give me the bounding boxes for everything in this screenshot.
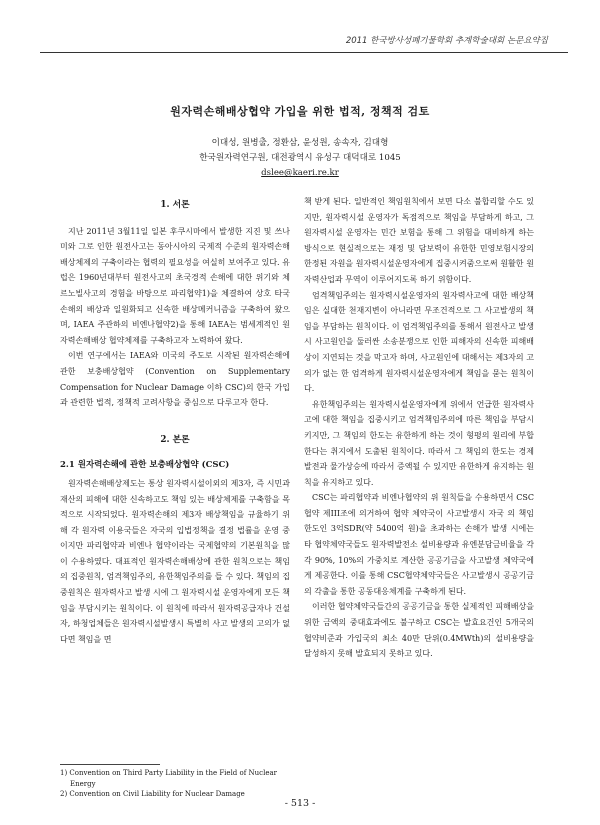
author-block [0, 136, 600, 181]
header-rule [40, 52, 568, 53]
subsection-2-1-paragraph: 원자력손해배상제도는 통상 원자력시설이외의 제3자, 즉 시민과 재산의 피해에 대한 신속하고도 책임 있는 배상체제를 구축함을 목적으로 시작되었다. 원자력손해의 제3자 배상책임을 규율하기 위해 각 원자력 이용국들은 자국의 입법정책을 결정 법률을 운영 중이지만 파리협약과 비엔나 협약이라는 국제협약의 기본원칙을 많이 수용하였다. 대표적인 원자력손해배상에 관한 원칙으로는 책임의 집중원칙, 엄격책임주의, 유한책임주의를 들 수 있다. 책임의 집중원칙은 원자력사고 발생 시에 그 원자력시설 운영자에게 모든 책임을 부담시키는 원칙이다. 이 원칙에 따라서 원자력공급자나 건설자, 하청업체들은 원자력시설발생시 특별히 사고 발생의 고의가 없다면 책임을 면 [60, 478, 290, 644]
right-column [304, 194, 534, 662]
right-paragraph-1: 책 받게 된다. 일반적인 책임원칙에서 보면 다소 불합리할 수도 있지만, 원자력시설 운영자가 독점적으로 책임을 부담하게 하고, 그 원자력시설 운영자는 민간 보험을 통해 그 위험을 대비하게 하는 방식으로 현실적으로는 재정 및 담보력이 유한한 민영보험시장의 한정된 자원을 원자력시설운영자에게 집중시켜줌으로써 원활한 원자력산업과 무역이 이루어지도록 하기 위함이다. [304, 197, 534, 284]
footnote-2: 2) Convention on Civil Liability for Nuclear Damage [60, 790, 245, 798]
footnote-1: 1) Convention on Third Party Liability in the Field of Nuclear Energy [60, 769, 277, 788]
footnote-rule [60, 764, 160, 765]
left-column [60, 198, 290, 647]
right-paragraph-3: 유한책임주의는 원자력시설운영자에게 위에서 언급한 원자력사고에 대한 책임을 집중시키고 엄격책임주의에 따른 책임을 부담시키지만, 그 책임의 한도는 유한하게 하는 것이 형평의 원리에 부합한다는 취지에서 도출된 원칙이다. 따라서 그 책임의 한도는 경제발전과 물가상승에 따라서 증액될 수 있지만 유한하게 유지하는 원칙을 유지하고 있다. [304, 399, 534, 487]
right-paragraph-5: 이러한 협약체약국들간의 공공기금을 통한 실제적인 피해배상을 위한 금액의 중대효과에도 불구하고 CSC는 발효요건인 5개국의 협약비준과 가입국의 최소 40만 단위(0.4MWth)의 설비용량을 달성하지 못해 발효되지 못하고 있다. [304, 602, 534, 659]
page-number: - 513 - [284, 798, 316, 809]
right-paragraph-4: CSC는 파리협약과 비엔나협약의 위 원칙들을 수용하면서 CSC 협약 제III조에 의거하여 협약 체약국이 사고발생시 자국 의 책임한도인 3억SDR(약 5400억 원)을 초과하는 손해가 발생 시에는 타 협약체약국들도 원자력발전소 설비용량과 유엔분담금비율을 각각 90%, 10%의 가중치로 계산한 공공기금을 사고발생 체약국에게 제공한다. 이를 통해 CSC협약체약국들은 사고발생시 공공기금의 각출을 통한 공동대응체계를 구축하게 된다. [304, 493, 534, 596]
paper-title: 원자력손해배상협약 가입을 위한 법적, 정책적 검토 [170, 105, 430, 118]
section-1-paragraph-2: 이번 연구에서는 IAEA와 미국의 주도로 시작된 원자력손해에 관한 보충배상협약 (Convention on Supplementary Compensation for Nuclear Damage 이하 CSC)의 한국 가입과 관련한 법적, 정책적 고려사항을 중심으로 다루고자 한다. [60, 351, 290, 408]
section-2-heading: 2. 본론 [160, 434, 190, 445]
author-names: 이대성, 원병출, 정환삼, 윤성원, 송속자, 김대형 [211, 138, 389, 148]
author-email[interactable]: dslee@kaeri.re.kr [261, 168, 339, 178]
subsection-2-1-heading: 2.1 원자력손해에 관한 보충배상협약 (CSC) [60, 460, 230, 471]
section-1-paragraph-1: 지난 2011년 3월11일 일본 후쿠시마에서 발생한 지진 및 쓰나미와 그로 인한 원전사고는 동아시아의 국제적 수준의 원자력손해배상체제의 구축이라는 협력의 필요성을 여실히 보여주고 있다. 유럽은 1960년대부터 원전사고의 초국경적 손해에 대한 위기와 체르노빌사고의 경험을 바탕으로 파리협약1)을 체결하여 상호 타국 손해의 배상과 일원화되고 신속한 배상메커니즘을 구축하여 왔으며, IAEA 주관하의 비엔나협약2)을 통해 IAEA는 범세계적인 원자력손해배상 협약체제를 구축하고자 노력하여 왔다. [60, 226, 290, 345]
author-affiliation: 한국원자력연구원, 대전광역시 유성구 대덕대로 1045 [199, 153, 401, 163]
section-1-heading: 1. 서론 [160, 200, 190, 210]
footnotes [60, 768, 292, 800]
right-paragraph-2: 엄격책임주의는 원자력시설운영자의 원자력사고에 대한 배상책임은 실대한 천재지변이 아니라면 무조건적으로 그 사고발생의 책임을 부담하는 원칙이다. 이 엄격책임주의를 통해서 원전사고 발생 시 사고원인을 둘러싼 소송분쟁으로 인한 피해자의 신속한 피해배상이 지연되는 것을 막고자 하며, 사고원인에 대해서는 제3자의 고의가 없는 한 엄격하게 원자력시설운영자에게 책임을 묻는 원칙이다. [304, 290, 534, 394]
journal-header: 2011 한국방사성폐기물학회 추계학술대회 논문요약집 [345, 36, 548, 46]
